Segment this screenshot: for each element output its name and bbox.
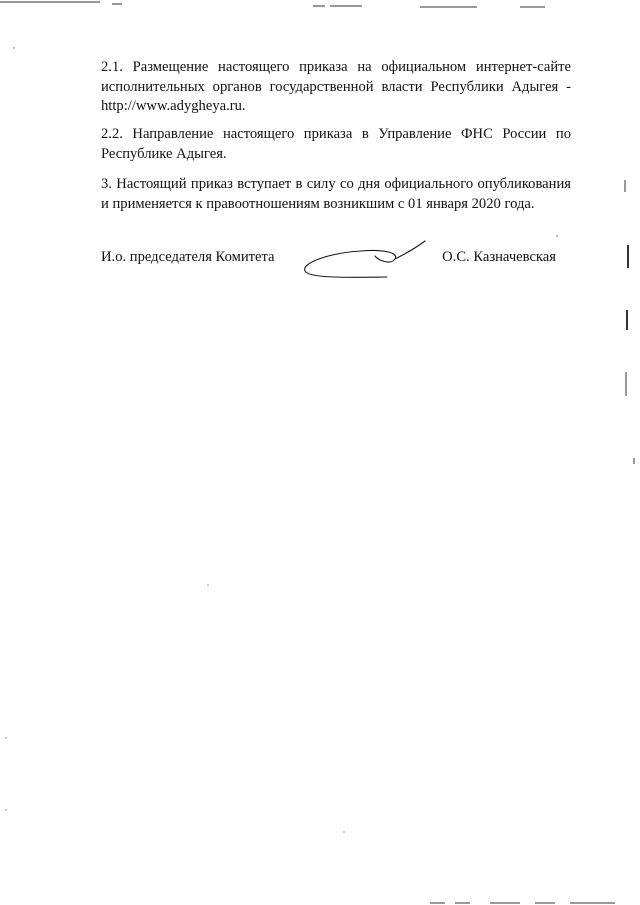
scan-dot — [5, 809, 6, 810]
paragraph-2-1: 2.1. Размещение настоящего приказа на официальном интернет-сайте исполнительных органов государственной власти Республики Адыгея - http://www.adygheya.ru. — [101, 59, 571, 114]
paragraph-3: 3. Настоящий приказ вступает в силу со дня официального опубликования и применяется к правоотношениям возникшим с 01 января 2020 года. — [101, 176, 571, 212]
paragraph-2-2: 2.2. Направление настоящего приказа в Управление ФНС России по Республике Адыгея. — [101, 126, 571, 162]
handwritten-signature — [299, 239, 431, 291]
scan-dot — [343, 831, 344, 832]
scan-dot — [207, 584, 208, 585]
scan-dot — [13, 47, 14, 48]
signatory-title: И.о. председателя Комитета — [101, 249, 275, 265]
signatory-name: О.С. Казначевская — [442, 249, 556, 265]
signature-block — [101, 247, 556, 297]
scan-dot — [556, 235, 557, 236]
scan-dot — [5, 737, 6, 738]
